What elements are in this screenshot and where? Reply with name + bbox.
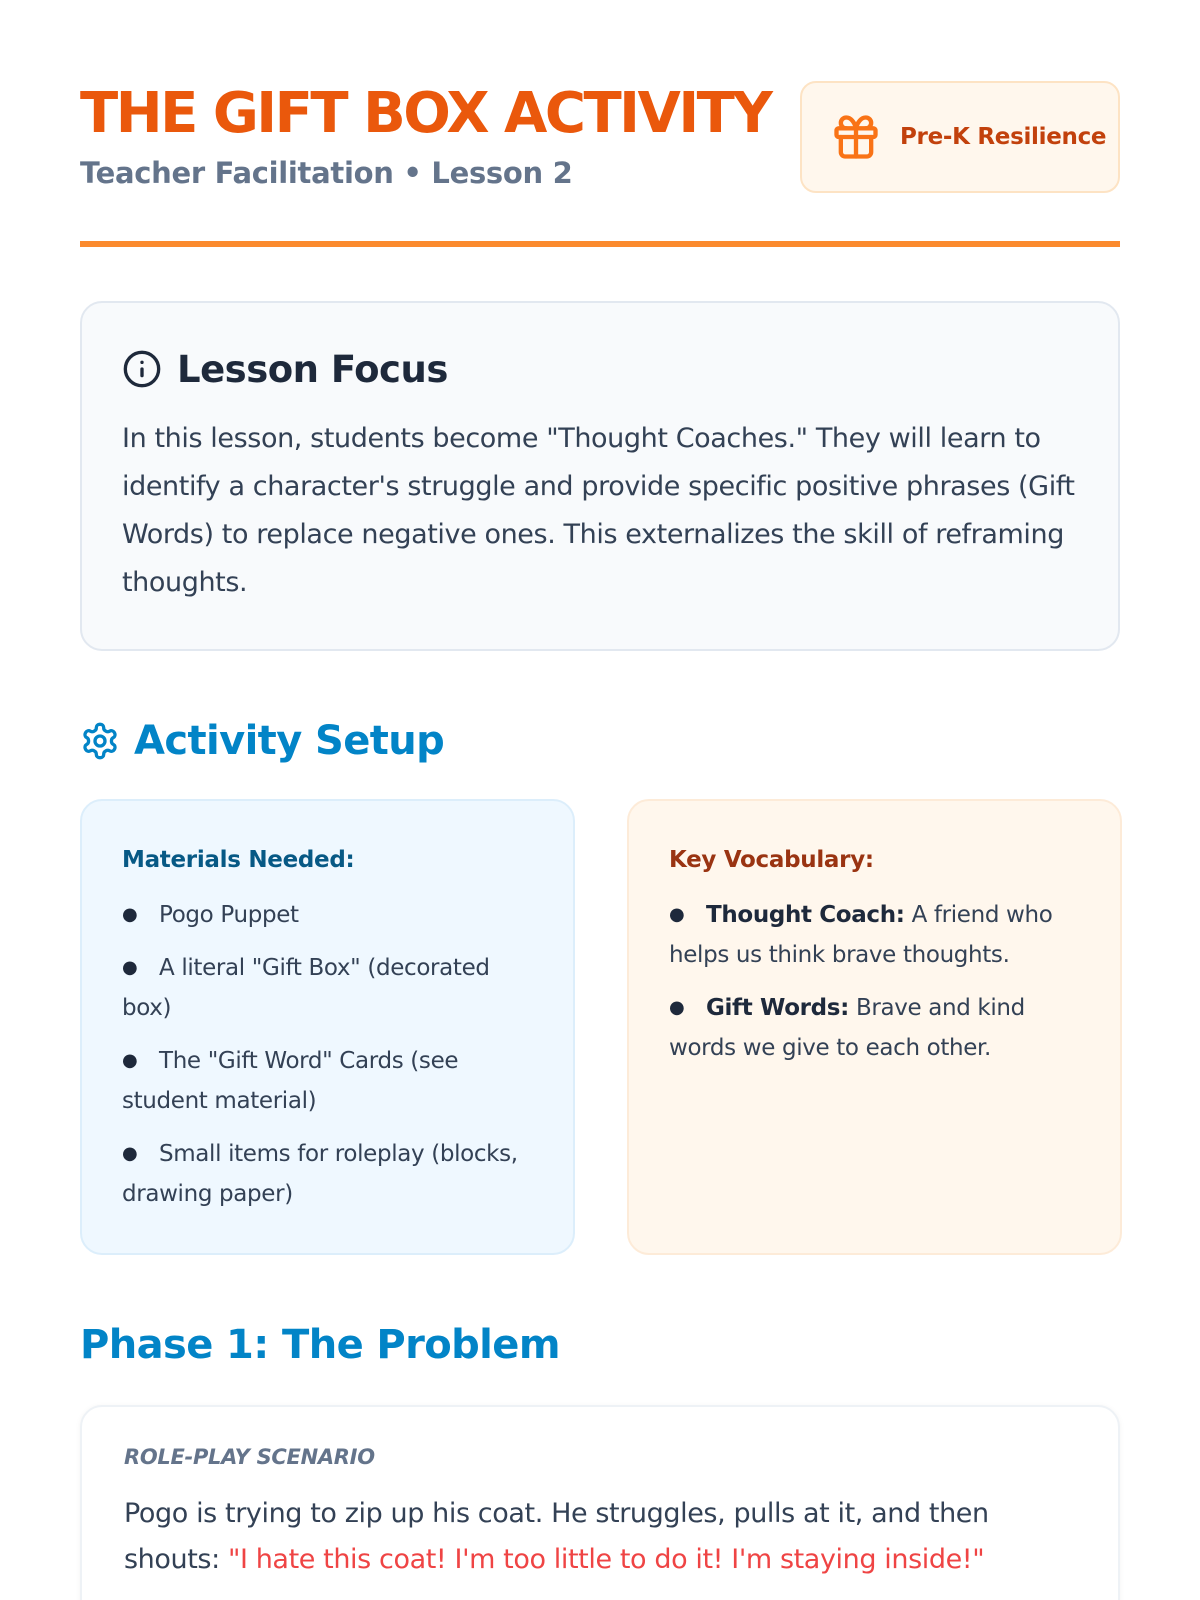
vocabulary-card [627, 799, 1122, 1255]
vocabulary-list [669, 895, 1080, 1068]
bullet-icon: ● [122, 1050, 138, 1071]
phase1-title: Phase 1: The Problem [80, 1322, 560, 1368]
badge-label: Pre-K Resilience [900, 124, 1107, 150]
lesson-focus-heading [122, 343, 1078, 395]
vocabulary-term: Thought Coach: [706, 902, 905, 928]
material-text: The "Gift Word" Cards (see student material) [122, 1048, 459, 1114]
phase1-heading [80, 1322, 560, 1368]
info-icon [122, 349, 162, 389]
bullet-icon: ● [669, 904, 685, 925]
vocabulary-definition: A friend who helps us think brave thoughts. [669, 902, 1053, 968]
gear-icon [80, 721, 120, 761]
scenario-text [124, 1491, 1076, 1583]
header [80, 0, 1120, 247]
scenario-quote: "I hate this coat! I'm too little to do it! I'm staying inside!" [227, 1544, 985, 1575]
scenario-narration: Pogo is trying to zip up his coat. He struggles, pulls at it, and then shouts: [124, 1498, 989, 1575]
vocabulary-title: Key Vocabulary: [669, 847, 874, 873]
bullet-icon: ● [122, 1143, 138, 1164]
page-subtitle: Teacher Facilitation • Lesson 2 [80, 156, 573, 190]
list-item [122, 1134, 533, 1214]
grade-badge [800, 81, 1120, 193]
materials-title: Materials Needed: [122, 847, 355, 873]
material-text: Pogo Puppet [159, 902, 299, 928]
scenario-card [80, 1405, 1120, 1600]
list-item [122, 948, 533, 1028]
material-text: A literal "Gift Box" (decorated box) [122, 955, 490, 1021]
gift-icon [830, 111, 882, 163]
list-item [122, 895, 533, 935]
lesson-focus-card [80, 301, 1120, 651]
materials-card [80, 799, 575, 1255]
list-item [669, 988, 1080, 1068]
bullet-icon: ● [122, 957, 138, 978]
vocabulary-definition: Brave and kind words we give to each other. [669, 995, 1025, 1061]
materials-list [122, 895, 533, 1214]
activity-setup-heading [80, 718, 444, 764]
scenario-label: ROLE-PLAY SCENARIO [124, 1445, 375, 1469]
bullet-icon: ● [669, 997, 685, 1018]
vocabulary-term: Gift Words: [706, 995, 849, 1021]
page-title: THE GIFT BOX ACTIVITY [80, 81, 771, 146]
activity-setup-title: Activity Setup [134, 718, 445, 764]
material-text: Small items for roleplay (blocks, drawing paper) [122, 1141, 518, 1207]
list-item [669, 895, 1080, 975]
list-item [122, 1041, 533, 1121]
lesson-focus-body: In this lesson, students become "Thought Coaches." They will learn to identify a character's struggle and provide specific positive phrases (Gift Words) to replace negative ones. This externalizes the skill of reframing thoughts. [122, 423, 1075, 598]
bullet-icon: ● [122, 904, 138, 925]
lesson-focus-title: Lesson Focus [177, 347, 448, 391]
